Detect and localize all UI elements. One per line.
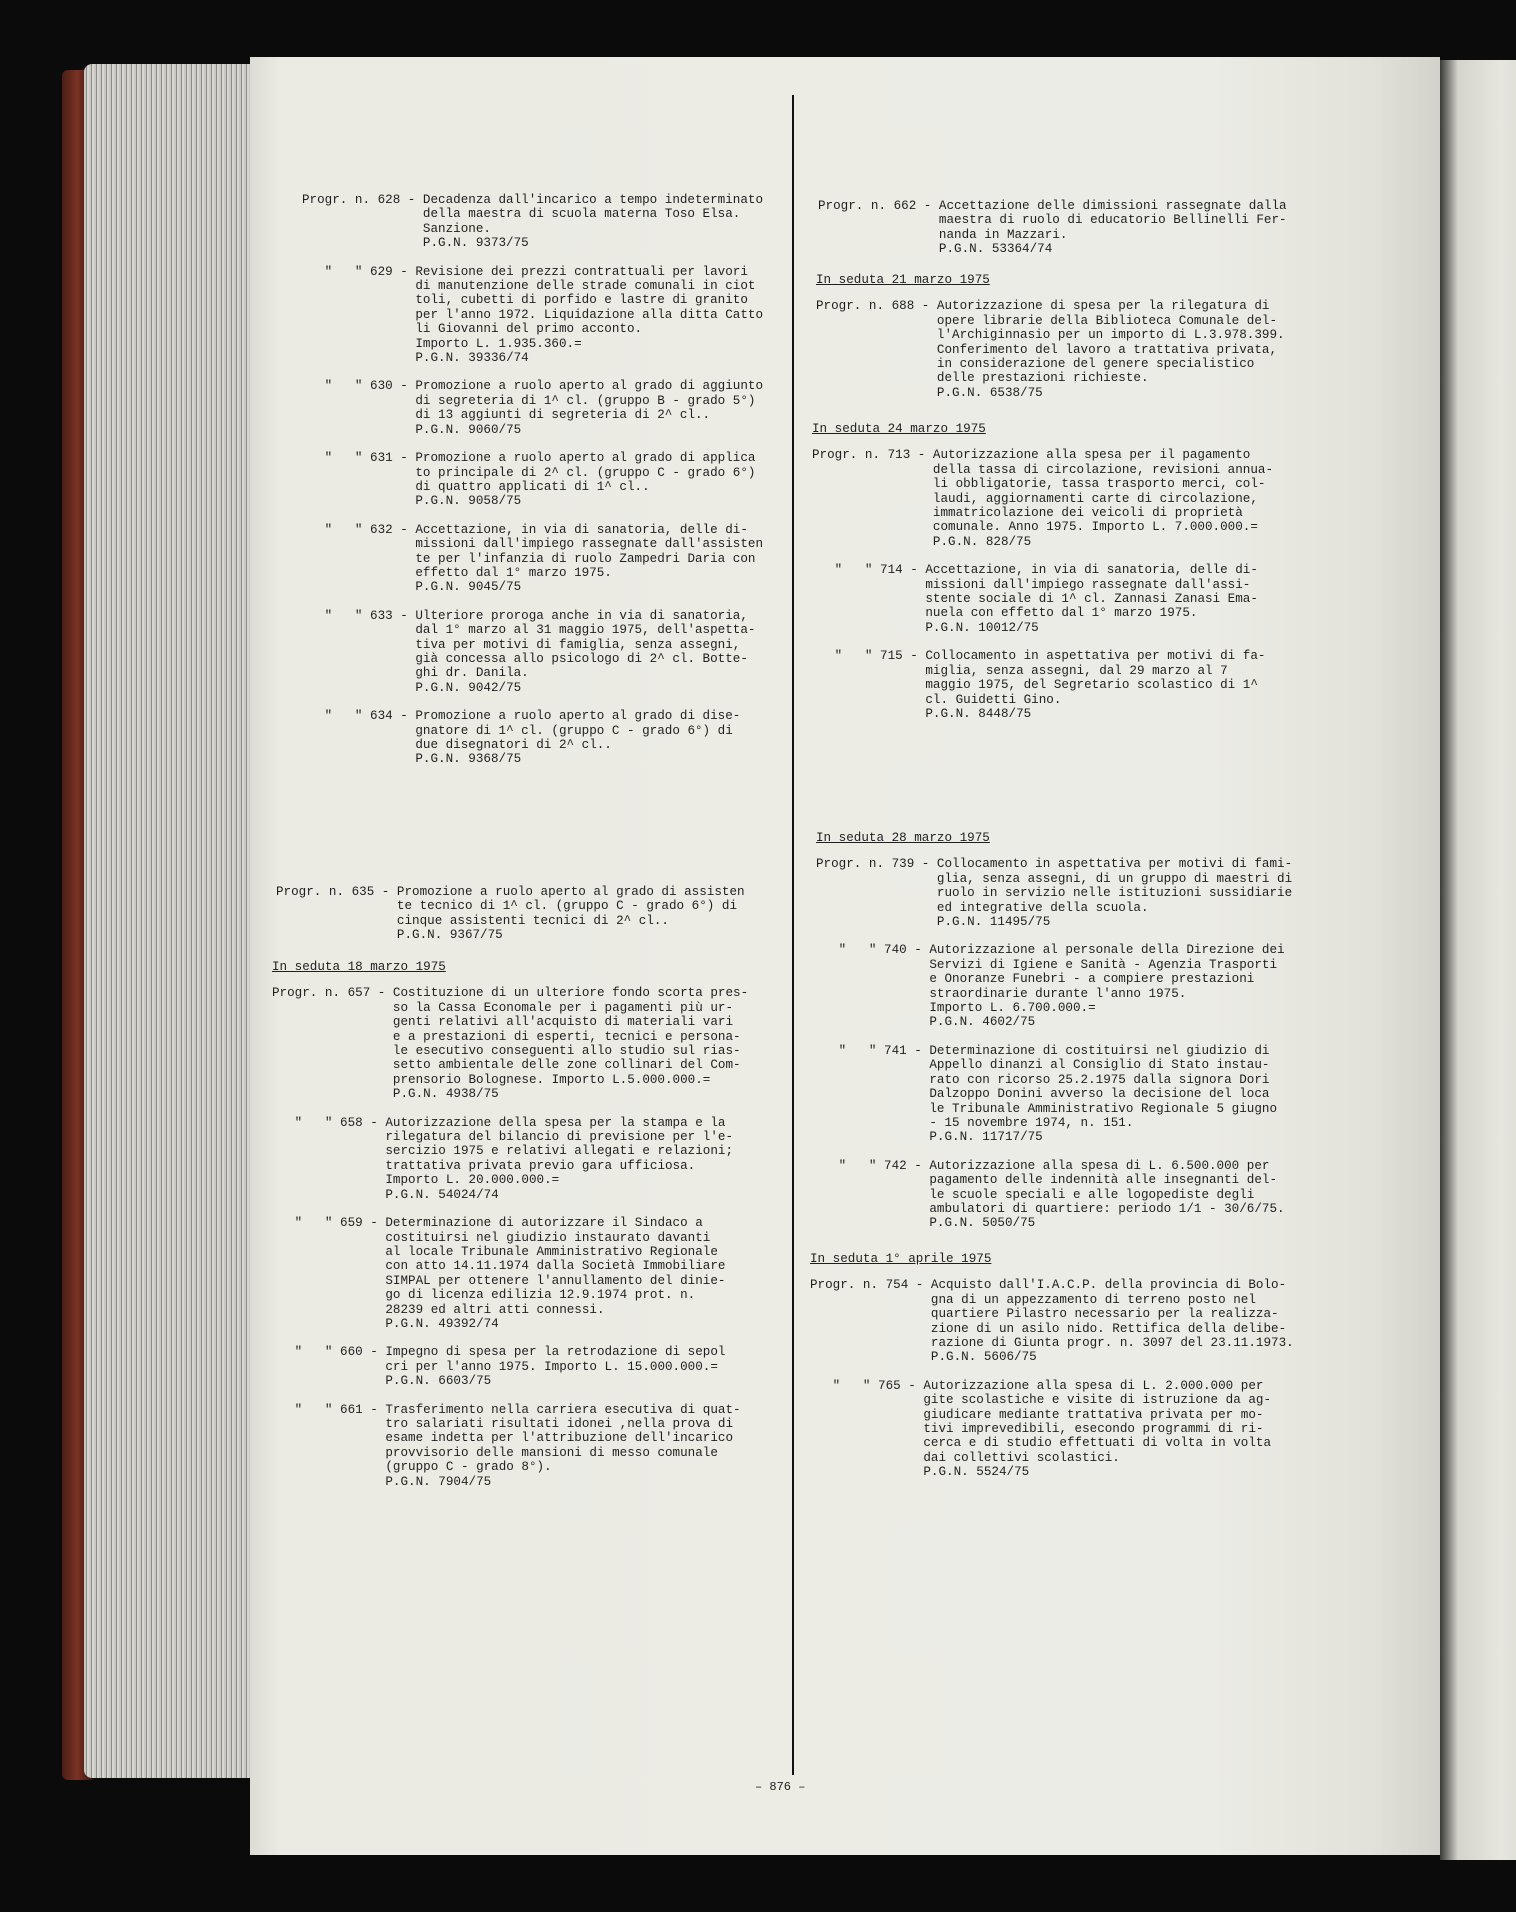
progr-number: Progr. n. 657 - — [272, 986, 393, 1001]
resolution-text: Impegno di spesa per la retrodazione di sepol cri per l'anno 1975. Importo L. 15.000.000.= P.G.N. 6603/75 — [385, 1345, 726, 1389]
resolution-text: Revisione dei prezzi contrattuali per lavori di manutenzione delle strade comunali in ciot toli, cubetti di porfido e lastre di granito per l'anno 1972. Liquidazione alla ditta Catto li Giovanni del primo acconto. Importo L. 1.935.360.= P.G.N. 39336/74 — [415, 264, 764, 366]
resolution-text: Autorizzazione di spesa per la rilegatura di opere librarie della Biblioteca Comunale del- l'Archiginnasio per un importo di L.3.978.399. Conferimento del lavoro a trattativa privata, in considerazione del genere specialistico delle prestazioni richieste. P.G.N. 6538/75 — [936, 299, 1285, 400]
progr-number: " " 658 - — [272, 1115, 386, 1130]
resolution-entry — [302, 451, 772, 509]
resolution-text: Collocamento in aspettativa per motivi di fa- miglia, senza assegni, dal 29 marzo al 7 maggio 1975, del Segretario scolastico di 1^ cl. Guidetti Gino. P.G.N. 8448/75 — [925, 649, 1266, 721]
resolution-text: Autorizzazione della spesa per la stampa e la rilegatura del bilancio di previsione per l'e- sercizio 1975 e relativi allegati e relazioni; trattativa privata previo gara ufficiosa. Importo L. 20.000.000.= P.G.N. 54024/74 — [385, 1115, 734, 1202]
right-column-group-c-wrap — [812, 422, 1302, 735]
resolution-entry — [816, 1044, 1306, 1145]
resolution-entry — [816, 1159, 1306, 1231]
resolution-text: Ulteriore proroga anche in via di sanatoria, dal 1° marzo al 31 maggio 1975, dell'aspetta- tiva per motivi di famiglia, senza assegni, già concessa allo psicologo di 2^ cl. Botte- ghi dr. Danila. P.G.N. 9042/75 — [415, 608, 756, 695]
resolution-entry — [302, 379, 772, 437]
next-page-edge — [1440, 60, 1516, 1860]
resolution-entry — [302, 265, 772, 366]
resolution-text: Promozione a ruolo aperto al grado di aggiunto di segreteria di 1^ cl. (gruppo B - grado 5°) di 13 aggiunti di segreteria di 2^ cl.. P.G.N. 9060/75 — [415, 379, 764, 437]
resolution-text: Determinazione di autorizzare il Sindaco a costituirsi nel giudizio instaurato davanti al locale Tribunale Amministrativo Regionale con atto 14.11.1974 dalla Società Immobiliare SIMPAL per ottenere l'annullamento del dinie- go di licenza edilizia 12.9.1974 prot. n. 28239 ed altri atti connessi. P.G.N. 49392/74 — [385, 1216, 726, 1331]
progr-number: " " 660 - — [272, 1345, 386, 1360]
resolution-entry — [810, 1278, 1300, 1364]
resolution-entry — [812, 563, 1302, 635]
resolution-entry — [812, 649, 1302, 721]
resolution-entry — [302, 523, 772, 595]
progr-number: " " 714 - — [812, 563, 926, 578]
session-heading: In seduta 18 marzo 1975 — [272, 960, 446, 974]
left-column-group-c-wrap — [272, 960, 772, 1503]
resolution-text: Autorizzazione al personale della Direzione dei Servizi di Igiene e Sanità - Agenzia Trasporti e Onoranze Funebri - a compiere prestazioni straordinarie durante l'anno 1975. Importo L. 6.700.000.= P.G.N. 4602/75 — [929, 943, 1285, 1030]
right-column-group-e — [810, 1278, 1300, 1479]
page-number: – 876 – — [755, 1780, 806, 1794]
resolution-entry — [272, 1345, 772, 1388]
session-heading: In seduta 28 marzo 1975 — [816, 831, 990, 845]
progr-number: " " 765 - — [810, 1378, 924, 1393]
right-column-group-b — [816, 299, 1306, 400]
progr-number: " " 634 - — [302, 709, 416, 724]
resolution-text: Determinazione di costituirsi nel giudizio di Appello dinanzi al Consiglio di Stato instau- rato con ricorso 25.2.1975 dalla signora Dori Dalzoppo Donini avverso la decisione del loca le Tribunale Amministrativo Regionale 5 giugno - 15 novembre 1974, n. 151. P.G.N. 11717/75 — [929, 1043, 1278, 1145]
right-column-group-d — [816, 857, 1306, 1230]
progr-number: " " 742 - — [816, 1158, 930, 1173]
session-heading: In seduta 24 marzo 1975 — [812, 422, 986, 436]
progr-number: Progr. n. 628 - — [302, 193, 423, 207]
resolution-entry — [302, 709, 772, 767]
progr-number: " " 659 - — [272, 1216, 386, 1231]
resolution-entry — [818, 199, 1298, 257]
progr-number: " " 661 - — [272, 1402, 386, 1417]
resolution-text: Acquisto dall'I.A.C.P. della provincia di Bolo- gna di un appezzamento di terreno posto nel quartiere Pilastro necessario per la realizza- zione di un asilo nido. Rettifica della delibe- razione di Giunta progr. n. 3097 del 23.11.1973. P.G.N. 5606/75 — [930, 1278, 1294, 1365]
resolution-text: Promozione a ruolo aperto al grado di dise- gnatore di 1^ cl. (gruppo C - grado 6°) di due disegnatori di 2^ cl.. P.G.N. 9368/75 — [415, 709, 741, 767]
progr-number: " " 715 - — [812, 649, 926, 664]
right-column-group-d-wrap — [816, 831, 1306, 1245]
session-heading: In seduta 1° aprile 1975 — [810, 1252, 992, 1266]
resolution-text: Decadenza dall'incarico a tempo indeterminato della maestra di scuola materna Toso Elsa. Sanzione. P.G.N. 9373/75 — [422, 193, 764, 251]
progr-number: Progr. n. 754 - — [810, 1278, 931, 1293]
resolution-text: Autorizzazione alla spesa di L. 6.500.000 per pagamento delle indennità alle insegnanti del- le scuole speciali e alle logopediste degli ambulatori di quartiere: periodo 1/1 - 30/6/75. P.G.N. 5050/75 — [929, 1158, 1285, 1231]
progr-number: " " 629 - — [302, 264, 416, 279]
progr-number: Progr. n. 662 - — [818, 199, 939, 213]
progr-number: Progr. n. 635 - — [276, 885, 397, 899]
resolution-entry — [816, 857, 1306, 929]
resolution-entry — [302, 609, 772, 695]
resolution-entry — [272, 1116, 772, 1202]
progr-number: " " 741 - — [816, 1043, 930, 1058]
resolution-text: Accettazione, in via di sanatoria, delle di- missioni dall'impiego rassegnate dall'assisten te per l'infanzia di ruolo Zampedri Daria con effetto dal 1° marzo 1975. P.G.N. 9045/75 — [415, 522, 764, 595]
resolution-text: Collocamento in aspettativa per motivi di fami- glia, senza assegni, di un gruppo di maestri di ruolo in servizio nelle istituzioni sussidiarie ed integrative della scuola. P.G.N. 11495/75 — [936, 857, 1293, 930]
resolution-text: Promozione a ruolo aperto al grado di applica to principale di 2^ cl. (gruppo C - grado 6°) di quattro applicati di 1^ cl.. P.G.N. 9058/75 — [415, 451, 756, 509]
resolution-entry — [810, 1379, 1300, 1480]
resolution-text: Autorizzazione alla spesa di L. 2.000.000 per gite scolastiche e visite di istruzione da ag- giudicare mediante trattativa privata per mo- tivi imprevedibili, esecondo programmi di ri- cerca e di studio effettuati di volta in volta dai collettivi scolastici. P.G.N. 5524/75 — [923, 1378, 1272, 1480]
resolution-text: Promozione a ruolo aperto al grado di assisten te tecnico di 1^ cl. (gruppo C - grado 6°) di cinque assistenti tecnici di 2^ cl.. P.G.N. 9367/75 — [396, 885, 745, 943]
resolution-entry — [272, 1216, 772, 1331]
resolution-entry — [276, 885, 766, 943]
resolution-entry — [272, 986, 772, 1101]
right-column-group-b-wrap — [816, 273, 1306, 414]
column-divider — [792, 95, 794, 1775]
left-column-group-b — [276, 885, 766, 957]
left-column-group-c — [272, 986, 772, 1489]
right-column-group-a — [818, 199, 1298, 271]
progr-number: Progr. n. 739 - — [816, 857, 937, 872]
right-column-group-e-wrap — [810, 1252, 1300, 1494]
right-column-group-c — [812, 448, 1302, 721]
progr-number: " " 631 - — [302, 451, 416, 466]
progr-number: " " 633 - — [302, 608, 416, 623]
resolution-text: Costituzione di un ulteriore fondo scorta pres- so la Cassa Economale per i pagamenti più ur- genti relativi all'acquisto di materiali vari e a prestazioni di esperti, tecnici e persona- le esecutivo conseguenti allo studio sul rias- setto ambientale delle zone collinari del Com- prensorio Bolognese. Importo L.5.000.000.= P.G.N. 4938/75 — [392, 986, 749, 1102]
resolution-entry — [812, 448, 1302, 549]
resolution-entry — [816, 943, 1306, 1029]
session-heading: In seduta 21 marzo 1975 — [816, 273, 990, 287]
progr-number: Progr. n. 688 - — [816, 299, 937, 314]
resolution-entry — [302, 193, 772, 251]
resolution-entry — [272, 1403, 772, 1489]
progr-number: " " 740 - — [816, 943, 930, 958]
resolution-text: Accettazione, in via di sanatoria, delle di- missioni dall'impiego rassegnate dall'assi- stente sociale di 1^ cl. Zannasi Zanasi Ema- nuela con effetto dal 1° marzo 1975. P.G.N. 10012/75 — [925, 563, 1258, 635]
page-edges — [84, 64, 254, 1778]
progr-number: Progr. n. 713 - — [812, 448, 933, 463]
progr-number: " " 632 - — [302, 522, 416, 537]
resolution-entry — [816, 299, 1306, 400]
progr-number: " " 630 - — [302, 379, 416, 394]
resolution-text: Autorizzazione alla spesa per il pagamento della tassa di circolazione, revisioni annua- li obbligatorie, tassa trasporto merci, col- laudi, aggiornamenti carte di circolazione, immatricolazione dei veicoli di proprietà comunale. Anno 1975. Importo L. 7.000.000.= P.G.N. 828/75 — [932, 448, 1274, 549]
resolution-text: Trasferimento nella carriera esecutiva di quat- tro salariati risultati idonei ,nella prova di esame indetta per l'attribuzione dell'incarico provvisorio delle mansioni di messo comunale (gruppo C - grado 8°). P.G.N. 7904/75 — [385, 1402, 741, 1489]
left-column-group-a — [302, 193, 772, 781]
resolution-text: Accettazione delle dimissioni rassegnate dalla maestra di ruolo di educatorio Bellinelli Fer- nanda in Mazzari. P.G.N. 53364/74 — [938, 199, 1287, 257]
